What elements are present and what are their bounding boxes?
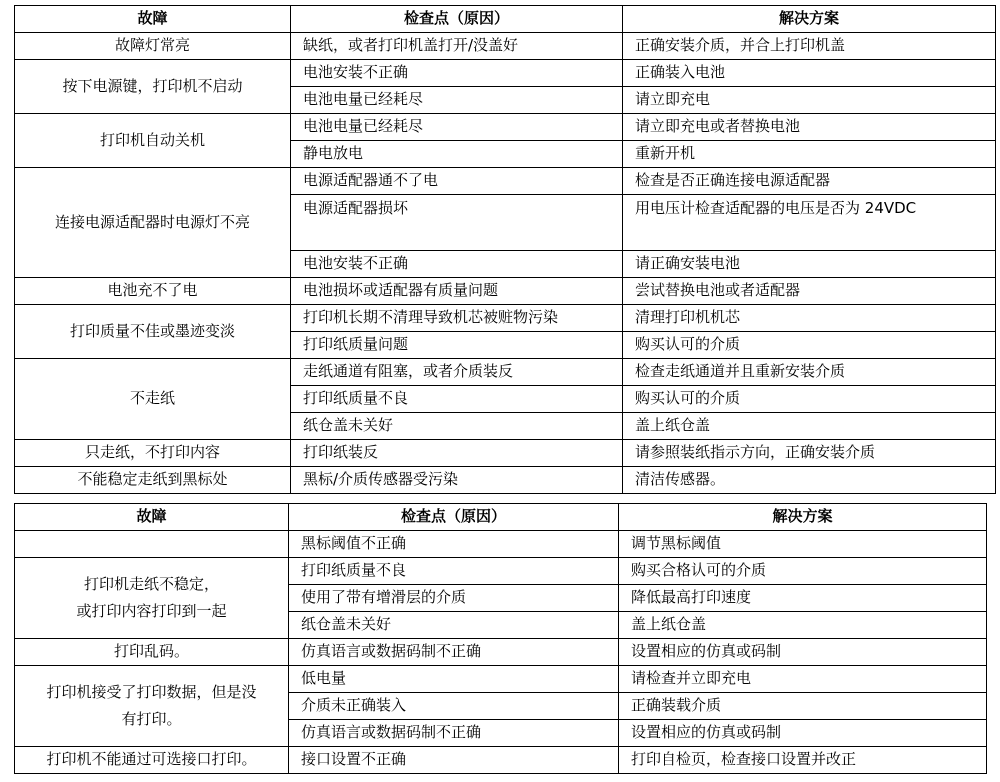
cause-cell: 电池安装不正确 <box>291 60 623 87</box>
symptom-cell: 不走纸 <box>15 359 291 440</box>
table-row <box>15 305 996 332</box>
cause-cell: 打印纸装反 <box>291 440 623 467</box>
solution-cell: 打印自检页，检查接口设置并改正 <box>619 747 987 774</box>
header-solution: 解决方案 <box>619 504 987 531</box>
solution-cell: 购买认可的介质 <box>623 332 996 359</box>
symptom-cell: 打印机不能通过可选接口打印。 <box>15 747 289 774</box>
symptom-cell: 故障灯常亮 <box>15 33 291 60</box>
table-row <box>15 639 987 666</box>
solution-cell: 检查是否正确连接电源适配器 <box>623 168 996 195</box>
solution-cell: 正确装入电池 <box>623 60 996 87</box>
solution-cell: 清洁传感器。 <box>623 467 996 494</box>
symptom-line: 有打印。 <box>121 710 182 728</box>
header-solution: 解决方案 <box>623 6 996 33</box>
troubleshooting-table-2 <box>14 503 987 774</box>
symptom-line: 打印机接受了打印数据，但是没 <box>46 683 257 701</box>
header-symptom: 故障 <box>15 504 289 531</box>
symptom-cell <box>15 666 289 747</box>
cause-cell: 电池电量已经耗尽 <box>291 114 623 141</box>
solution-cell: 用电压计检查适配器的电压是否为 24VDC <box>623 195 996 251</box>
header-cause: 检查点（原因） <box>291 6 623 33</box>
table-row <box>15 747 987 774</box>
table-row <box>15 278 996 305</box>
cause-cell: 打印纸质量不良 <box>291 386 623 413</box>
table-header-row <box>15 6 996 33</box>
table-row <box>15 60 996 87</box>
solution-cell: 设置相应的仿真或码制 <box>619 720 987 747</box>
cause-cell: 介质未正确装入 <box>289 693 619 720</box>
cause-cell: 黑标/介质传感器受污染 <box>291 467 623 494</box>
troubleshooting-table-1 <box>14 5 996 494</box>
cause-cell: 电源适配器通不了电 <box>291 168 623 195</box>
table-row <box>15 440 996 467</box>
solution-cell: 正确安装介质，并合上打印机盖 <box>623 33 996 60</box>
solution-cell: 盖上纸仓盖 <box>623 413 996 440</box>
symptom-cell: 打印乱码。 <box>15 639 289 666</box>
table-row <box>15 467 996 494</box>
solution-cell: 调节黑标阈值 <box>619 531 987 558</box>
cause-cell: 电池电量已经耗尽 <box>291 87 623 114</box>
cause-cell: 打印纸质量问题 <box>291 332 623 359</box>
cause-cell: 电源适配器损坏 <box>291 195 623 251</box>
solution-cell: 检查走纸通道并且重新安装介质 <box>623 359 996 386</box>
cause-cell: 打印机长期不清理导致机芯被赃物污染 <box>291 305 623 332</box>
cause-cell: 仿真语言或数据码制不正确 <box>289 639 619 666</box>
cause-cell: 电池安装不正确 <box>291 251 623 278</box>
table-row <box>15 114 996 141</box>
cause-cell: 纸仓盖未关好 <box>289 612 619 639</box>
solution-cell: 降低最高打印速度 <box>619 585 987 612</box>
solution-cell: 清理打印机机芯 <box>623 305 996 332</box>
solution-cell: 购买认可的介质 <box>623 386 996 413</box>
header-symptom: 故障 <box>15 6 291 33</box>
solution-cell: 重新开机 <box>623 141 996 168</box>
solution-cell: 购买合格认可的介质 <box>619 558 987 585</box>
symptom-cell: 打印质量不佳或墨迹变淡 <box>15 305 291 359</box>
cause-cell: 仿真语言或数据码制不正确 <box>289 720 619 747</box>
solution-cell: 请参照装纸指示方向，正确安装介质 <box>623 440 996 467</box>
symptom-cell: 打印机自动关机 <box>15 114 291 168</box>
cause-cell: 静电放电 <box>291 141 623 168</box>
solution-cell: 设置相应的仿真或码制 <box>619 639 987 666</box>
table-row <box>15 168 996 195</box>
cause-cell: 使用了带有增滑层的介质 <box>289 585 619 612</box>
cause-cell: 接口设置不正确 <box>289 747 619 774</box>
cause-cell: 电池损坏或适配器有质量问题 <box>291 278 623 305</box>
cause-cell: 缺纸，或者打印机盖打开/没盖好 <box>291 33 623 60</box>
symptom-cell <box>15 558 289 639</box>
symptom-cell: 按下电源键，打印机不启动 <box>15 60 291 114</box>
symptom-cell: 电池充不了电 <box>15 278 291 305</box>
solution-cell: 尝试替换电池或者适配器 <box>623 278 996 305</box>
table-row <box>15 359 996 386</box>
solution-cell: 请正确安装电池 <box>623 251 996 278</box>
solution-cell: 请立即充电 <box>623 87 996 114</box>
symptom-cell: 连接电源适配器时电源灯不亮 <box>15 168 291 278</box>
table-row <box>15 531 987 558</box>
header-cause: 检查点（原因） <box>289 504 619 531</box>
table-header-row <box>15 504 987 531</box>
symptom-line: 或打印内容打印到一起 <box>76 602 227 620</box>
cause-cell: 纸仓盖未关好 <box>291 413 623 440</box>
symptom-line: 打印机走纸不稳定， <box>83 575 219 593</box>
cause-cell: 黑标阈值不正确 <box>289 531 619 558</box>
symptom-cell: 不能稳定走纸到黑标处 <box>15 467 291 494</box>
cause-cell: 打印纸质量不良 <box>289 558 619 585</box>
solution-cell: 请检查并立即充电 <box>619 666 987 693</box>
cause-cell: 走纸通道有阻塞，或者介质装反 <box>291 359 623 386</box>
table-row <box>15 33 996 60</box>
cause-cell: 低电量 <box>289 666 619 693</box>
symptom-cell <box>15 531 289 558</box>
symptom-cell: 只走纸，不打印内容 <box>15 440 291 467</box>
solution-cell: 请立即充电或者替换电池 <box>623 114 996 141</box>
solution-cell: 正确装载介质 <box>619 693 987 720</box>
table-row <box>15 666 987 693</box>
solution-cell: 盖上纸仓盖 <box>619 612 987 639</box>
table-row <box>15 558 987 585</box>
